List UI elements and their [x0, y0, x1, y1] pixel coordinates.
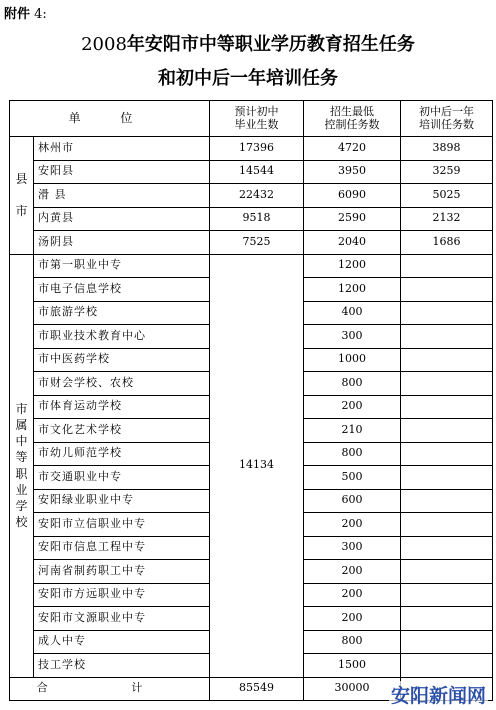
row-name: 技工学校 — [34, 654, 210, 678]
row-enroll: 400 — [304, 301, 401, 325]
row-training — [401, 536, 493, 560]
row-name: 市幼儿师范学校 — [34, 442, 210, 466]
row-training — [401, 654, 493, 678]
table-row — [10, 254, 493, 278]
header-enroll: 招生最低 控制任务数 — [304, 101, 401, 137]
row-training — [401, 583, 493, 607]
row-name: 市文化艺术学校 — [34, 419, 210, 443]
title-year: 2008 — [81, 34, 127, 55]
row-enroll: 2040 — [304, 231, 401, 255]
row-name: 市财会学校、农校 — [34, 372, 210, 396]
total-enroll: 30000 — [304, 677, 401, 701]
quota-table — [9, 100, 493, 701]
row-training: 5025 — [401, 184, 493, 208]
table-row — [10, 160, 493, 184]
table-row — [10, 184, 493, 208]
row-graduates: 17396 — [210, 137, 304, 161]
row-training — [401, 560, 493, 584]
attachment-number: 4: — [34, 7, 47, 22]
watermark-logo: 安阳新闻网 — [389, 681, 488, 708]
row-name: 市体育运动学校 — [34, 395, 210, 419]
header-training: 初中后一年 培训任务数 — [401, 101, 493, 137]
row-name: 安阳市立信职业中专 — [34, 513, 210, 537]
row-enroll: 500 — [304, 466, 401, 490]
row-enroll: 1500 — [304, 654, 401, 678]
row-training — [401, 372, 493, 396]
row-training — [401, 278, 493, 302]
schools-graduates: 14134 — [210, 254, 304, 677]
row-name: 市交通职业中专 — [34, 466, 210, 490]
table-row — [10, 207, 493, 231]
row-enroll: 200 — [304, 560, 401, 584]
row-enroll: 300 — [304, 536, 401, 560]
row-enroll: 200 — [304, 583, 401, 607]
row-training — [401, 466, 493, 490]
attachment-word: 附件 — [4, 7, 31, 22]
row-training: 2132 — [401, 207, 493, 231]
row-name: 安阳绿业职业中专 — [34, 489, 210, 513]
attachment-label — [4, 3, 47, 22]
row-training — [401, 442, 493, 466]
page-subtitle: 和初中后一年培训任务 — [158, 68, 338, 89]
row-enroll: 300 — [304, 325, 401, 349]
row-name: 市中医药学校 — [34, 348, 210, 372]
table-row — [10, 137, 493, 161]
row-name: 安阳市方远职业中专 — [34, 583, 210, 607]
row-name: 市职业技术教育中心 — [34, 325, 210, 349]
row-name: 林州市 — [34, 137, 210, 161]
county-group-label: 县 市 — [10, 137, 34, 255]
row-enroll: 800 — [304, 442, 401, 466]
row-enroll: 1200 — [304, 278, 401, 302]
row-training: 3898 — [401, 137, 493, 161]
row-name: 市第一职业中专 — [34, 254, 210, 278]
school-group-label: 市 属 中 等 职 业 学 校 — [10, 254, 34, 677]
row-enroll: 200 — [304, 395, 401, 419]
row-training — [401, 419, 493, 443]
row-enroll: 1200 — [304, 254, 401, 278]
table-row — [10, 231, 493, 255]
row-enroll: 6090 — [304, 184, 401, 208]
row-training — [401, 348, 493, 372]
header-unit: 单 位 — [10, 101, 210, 137]
row-name: 市旅游学校 — [34, 301, 210, 325]
row-enroll: 600 — [304, 489, 401, 513]
row-name: 安阳县 — [34, 160, 210, 184]
row-enroll: 210 — [304, 419, 401, 443]
page-title — [0, 30, 496, 56]
total-graduates: 85549 — [210, 677, 304, 701]
row-training: 1686 — [401, 231, 493, 255]
row-training — [401, 607, 493, 631]
row-training — [401, 630, 493, 654]
row-name: 滑 县 — [34, 184, 210, 208]
row-name: 市电子信息学校 — [34, 278, 210, 302]
row-training: 3259 — [401, 160, 493, 184]
header-row — [10, 101, 493, 137]
row-graduates: 22432 — [210, 184, 304, 208]
row-enroll: 4720 — [304, 137, 401, 161]
row-graduates: 14544 — [210, 160, 304, 184]
total-label: 合 计 — [10, 677, 210, 701]
row-enroll: 3950 — [304, 160, 401, 184]
row-name: 成人中专 — [34, 630, 210, 654]
row-graduates: 9518 — [210, 207, 304, 231]
row-training — [401, 513, 493, 537]
header-graduates: 预计初中 毕业生数 — [210, 101, 304, 137]
row-enroll: 1000 — [304, 348, 401, 372]
row-graduates: 7525 — [210, 231, 304, 255]
row-training — [401, 301, 493, 325]
row-enroll: 200 — [304, 607, 401, 631]
row-enroll: 800 — [304, 630, 401, 654]
row-enroll: 200 — [304, 513, 401, 537]
row-training — [401, 254, 493, 278]
row-name: 汤阴县 — [34, 231, 210, 255]
row-name: 河南省制药职工中专 — [34, 560, 210, 584]
row-training — [401, 489, 493, 513]
row-name: 安阳市信息工程中专 — [34, 536, 210, 560]
row-enroll: 800 — [304, 372, 401, 396]
row-training — [401, 325, 493, 349]
title-line-1: 年安阳市中等职业学历教育招生任务 — [126, 34, 415, 55]
row-enroll: 2590 — [304, 207, 401, 231]
row-training — [401, 395, 493, 419]
row-name: 安阳市文源职业中专 — [34, 607, 210, 631]
row-name: 内黄县 — [34, 207, 210, 231]
